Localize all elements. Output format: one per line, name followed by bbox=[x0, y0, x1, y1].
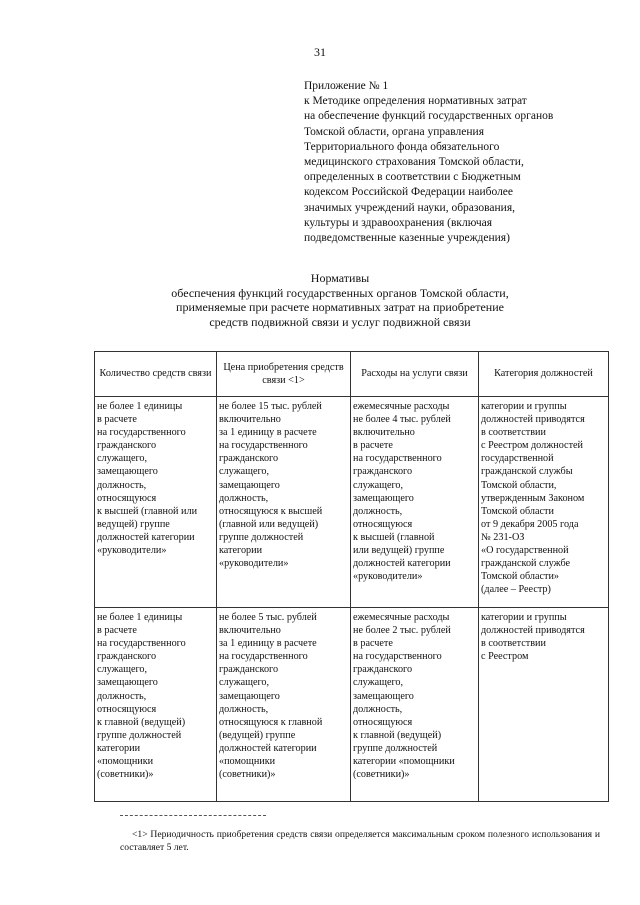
table-cell bbox=[95, 397, 217, 608]
footnote-separator bbox=[120, 815, 266, 816]
appendix-block bbox=[304, 79, 597, 246]
appendix-line: определенных в соответствии с Бюджетным bbox=[304, 171, 521, 184]
cell-text: не более 5 тыс. рублей включительно за 1 единицу в расчете на государственного гражданского служащего, замещающего должность, относящуюся к главной (ведущей) группе должностей категории «помощники (советники)» bbox=[219, 612, 323, 781]
appendix-line: медицинского страхования Томской области, bbox=[304, 156, 524, 169]
appendix-line: Территориального фонда обязательного bbox=[304, 140, 500, 153]
header-cell: Количество средств связи bbox=[95, 352, 217, 397]
cell-text: категории и группы должностей приводятся в соответствии с Реестром должностей государственной гражданской службы Томской области, утвержденным Законом Томской области от 9 декабря 2005 года № 231-ОЗ «О государственной гражданской службе Томской области» (далее – Реестр) bbox=[481, 401, 585, 596]
table-cell bbox=[217, 608, 351, 802]
table-cell bbox=[217, 397, 351, 608]
appendix-line: значимых учреждений науки, образования, bbox=[304, 201, 515, 214]
table-cell bbox=[351, 608, 479, 802]
footnote: <1> Периодичность приобретения средств связи определяется максимальным сроком полезного использования и составляет 5 лет. bbox=[120, 829, 600, 853]
title-line-4: средств подвижной связи и услуг подвижной связи bbox=[209, 314, 471, 329]
appendix-heading: Приложение № 1 bbox=[304, 80, 389, 92]
cell-text: ежемесячные расходы не более 2 тыс. рублей в расчете на государственного гражданского служащего, замещающего должность, относящуюся к главной (ведущей) группе должностей категории «помощники (советники)» bbox=[353, 612, 455, 781]
table-cell bbox=[479, 397, 609, 608]
document-title bbox=[120, 271, 560, 329]
table-cell bbox=[479, 608, 609, 802]
cell-text: ежемесячные расходы не более 4 тыс. рублей включительно в расчете на государственного гражданского служащего, замещающего должность, относящуюся к высшей (главной или ведущей) группе должностей категории «руководители» bbox=[353, 401, 451, 583]
cell-text: не более 1 единицы в расчете на государственного гражданского служащего, замещающего должность, относящуюся к высшей (главной или ведущей) группе должностей категории «руководители» bbox=[97, 401, 198, 557]
cell-text: не более 1 единицы в расчете на государственного гражданского служащего, замещающего должность, относящуюся к главной (ведущей) группе должностей категории «помощники (советники)» bbox=[97, 612, 186, 781]
header-cell: Расходы на услуги связи bbox=[351, 352, 479, 397]
page-number: 31 bbox=[314, 45, 326, 59]
appendix-line: Томской области, органа управления bbox=[304, 125, 484, 138]
table-row bbox=[95, 397, 609, 608]
table-cell bbox=[95, 608, 217, 802]
norms-table bbox=[94, 351, 609, 802]
title-line-1: Нормативы bbox=[310, 271, 370, 285]
table-header-row bbox=[95, 352, 609, 397]
cell-text: категории и группы должностей приводятся в соответствии с Реестром bbox=[481, 612, 585, 663]
header-cell: Категория должностей bbox=[479, 352, 609, 397]
table-cell bbox=[351, 397, 479, 608]
appendix-line: на обеспечение функций государственных органов bbox=[304, 110, 554, 123]
title-line-3: применяемые при расчете нормативных затрат на приобретение bbox=[176, 300, 504, 315]
cell-text: не более 15 тыс. рублей включительно за 1 единицу в расчете на государственного гражданского служащего, замещающего должность, относящуюся к высшей (главной или ведущей) группе должностей категории «руководители» bbox=[219, 401, 323, 570]
table-row bbox=[95, 608, 609, 802]
appendix-line: кодексом Российской Федерации наиболее bbox=[304, 186, 514, 199]
header-cell: Цена приобретения средств связи <1> bbox=[217, 352, 351, 397]
appendix-line: культуры и здравоохранения (включая bbox=[304, 216, 493, 229]
appendix-line: к Методике определения нормативных затрат bbox=[304, 95, 527, 108]
title-line-2: обеспечения функций государственных органов Томской области, bbox=[171, 285, 509, 300]
appendix-line: подведомственные казенные учреждения) bbox=[304, 232, 510, 245]
